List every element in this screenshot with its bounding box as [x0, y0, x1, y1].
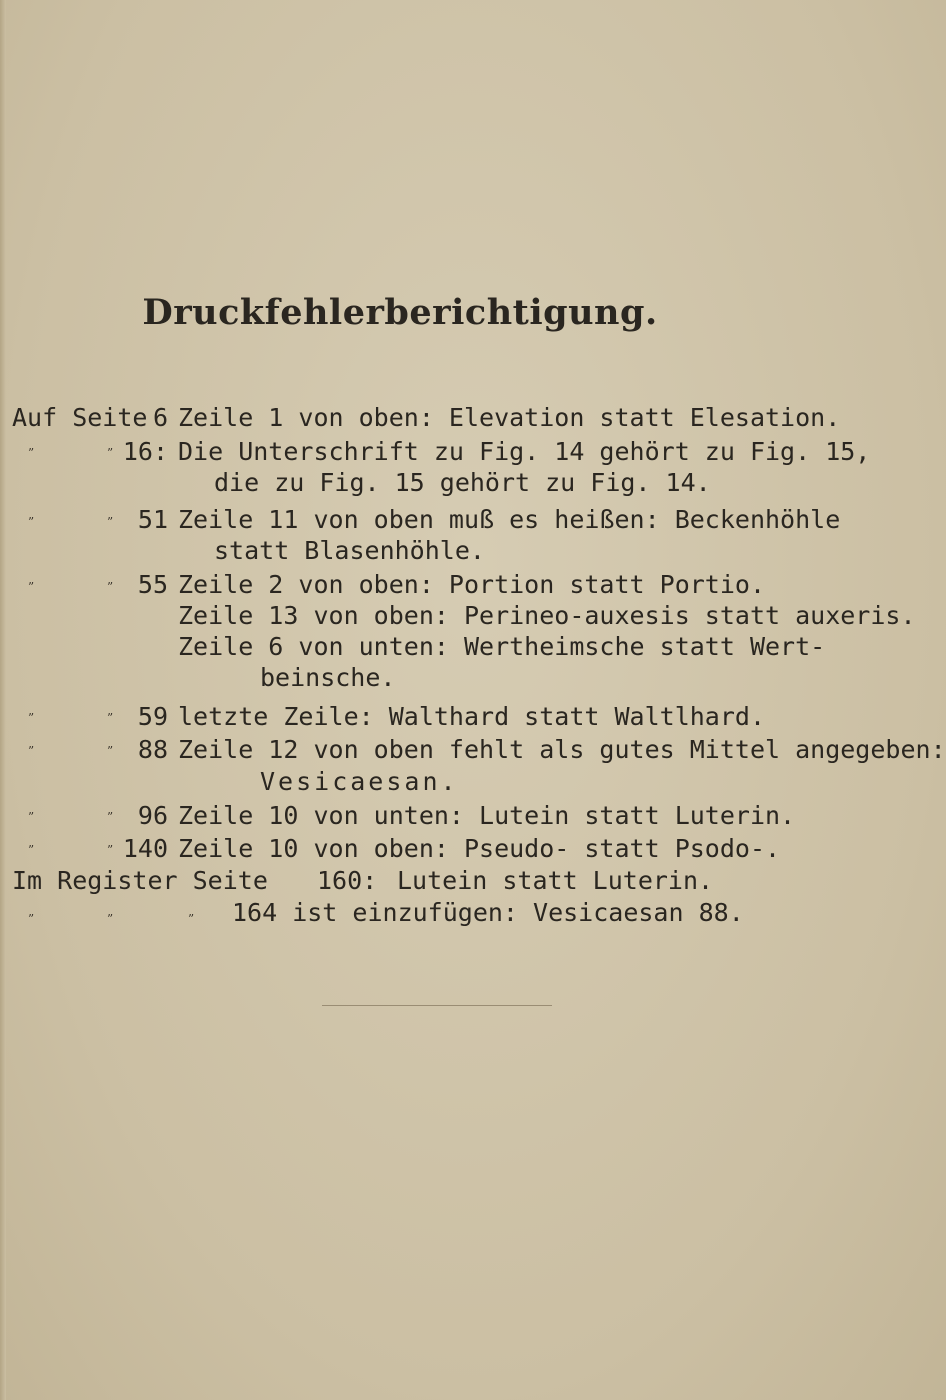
entry-extra-line: beinsche.: [260, 663, 396, 692]
entry-page: 88: [137, 735, 168, 764]
entry-page: 140: [122, 834, 168, 863]
ditto-mark: ”: [28, 711, 35, 725]
entry-continuation: statt Blasenhöhle.: [214, 536, 485, 565]
ditto-mark: ”: [28, 810, 35, 824]
entry-text: Zeile 1 von oben: Elevation statt Elesation.: [178, 403, 841, 432]
ditto-mark: ”: [107, 515, 114, 529]
ditto-mark: ”: [107, 711, 114, 725]
entry-text: Zeile 10 von unten: Lutein statt Luterin.: [178, 801, 796, 830]
register-prefix: Im Register Seite: [12, 866, 268, 895]
entry-page: 16:: [122, 437, 168, 466]
entry-text: Zeile 2 von oben: Portion statt Portio.: [178, 570, 765, 599]
entry-text: Zeile 11 von oben muß es heißen: Beckenhöhle: [178, 505, 841, 534]
entry-text: letzte Zeile: Walthard statt Waltlhard.: [178, 702, 765, 731]
ditto-mark: ”: [28, 446, 35, 460]
ditto-mark: ”: [28, 515, 35, 529]
page-spine: [0, 0, 6, 1400]
ditto-mark: ”: [107, 810, 114, 824]
register-text: Lutein statt Luterin.: [397, 866, 714, 895]
entry-text: Zeile 12 von oben fehlt als gutes Mittel angegeben:: [178, 735, 946, 764]
entry-page: 55: [137, 570, 168, 599]
register-page: 160:: [317, 866, 378, 895]
closing-rule: [322, 1005, 552, 1006]
ditto-mark: ”: [107, 744, 114, 758]
entry-page: 96: [137, 801, 168, 830]
ditto-mark: ”: [107, 843, 114, 857]
entry-page: 51: [137, 505, 168, 534]
entry-text: Die Unterschrift zu Fig. 14 gehört zu Fig. 15,: [178, 437, 871, 466]
register-line-2: 164 ist einzufügen: Vesicaesan 88.: [232, 898, 744, 927]
entry-prefix: Auf Seite: [12, 403, 148, 432]
page-title: Druckfehlerberichtigung.: [142, 292, 658, 333]
entry-page: 59: [137, 702, 168, 731]
ditto-mark: ”: [188, 912, 195, 926]
entry-text: Zeile 10 von oben: Pseudo- statt Psodo-.: [178, 834, 781, 863]
entry-page: 6: [152, 403, 168, 432]
ditto-mark: ”: [28, 912, 35, 926]
entry-extra-line: Zeile 6 von unten: Wertheimsche statt Wert-: [178, 632, 826, 661]
ditto-mark: ”: [28, 744, 35, 758]
ditto-mark: ”: [28, 843, 35, 857]
entry-continuation: Vesicaesan.: [260, 767, 459, 796]
entry-extra-line: Zeile 13 von oben: Perineo-auxesis statt auxeris.: [178, 601, 916, 630]
entry-continuation: die zu Fig. 15 gehört zu Fig. 14.: [214, 468, 711, 497]
ditto-mark: ”: [28, 580, 35, 594]
ditto-mark: ”: [107, 446, 114, 460]
ditto-mark: ”: [107, 912, 114, 926]
ditto-mark: ”: [107, 580, 114, 594]
